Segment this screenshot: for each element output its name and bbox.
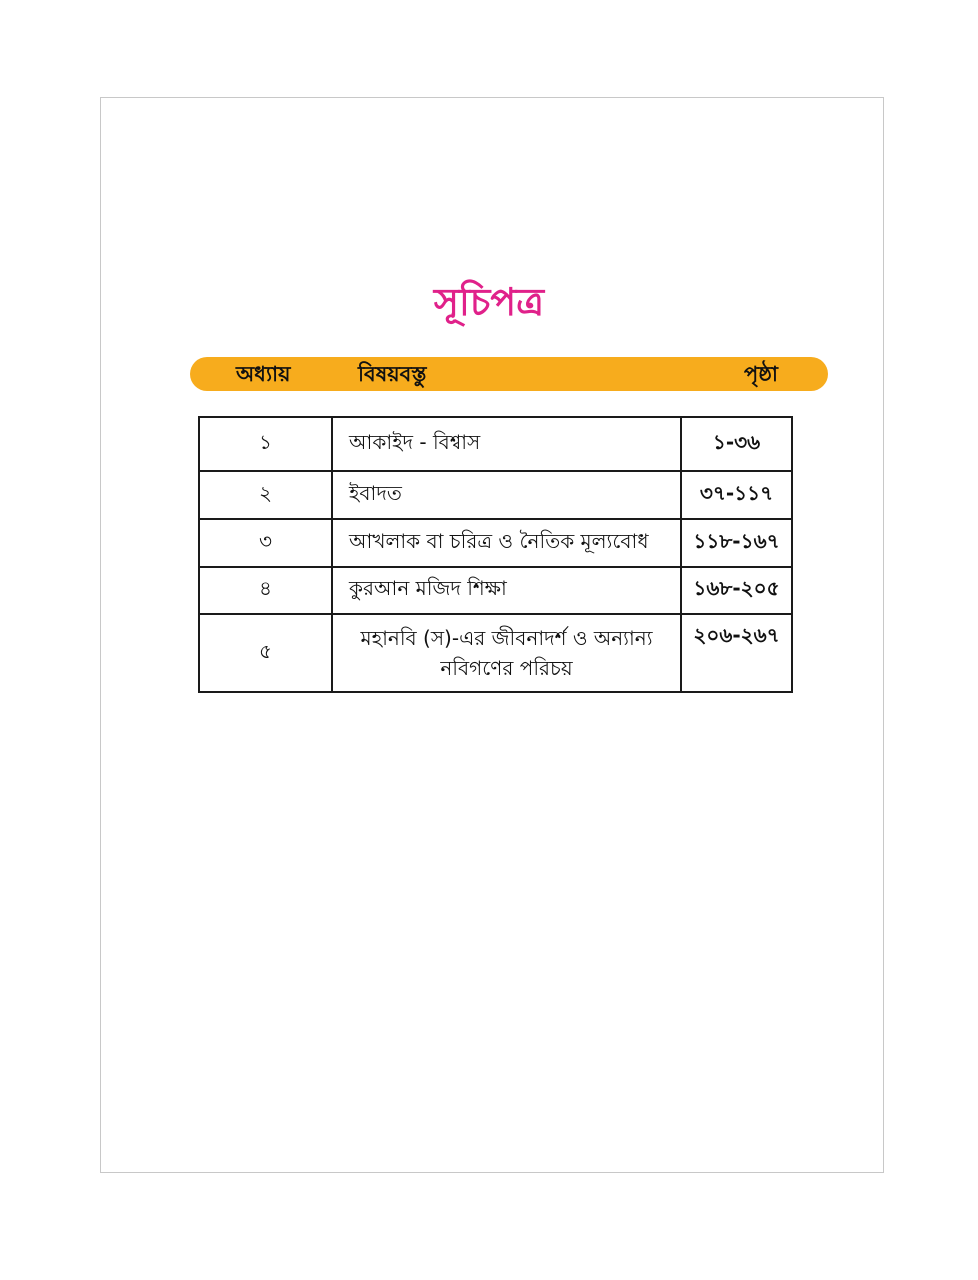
page-range: ২০৬-২৬৭ — [681, 614, 792, 692]
chapter-subject: আখলাক বা চরিত্র ও নৈতিক মূল্যবোধ — [332, 519, 681, 567]
chapter-number: ৪ — [199, 567, 332, 614]
table-header-band — [190, 357, 828, 391]
header-page: পৃষ্ঠা — [743, 362, 778, 386]
chapter-subject: আকাইদ - বিশ্বাস — [332, 417, 681, 471]
chapter-number: ১ — [199, 417, 332, 471]
page-range: ১৬৮-২০৫ — [681, 567, 792, 614]
table-row — [199, 567, 792, 614]
table-row — [199, 417, 792, 471]
page-range: ১-৩৬ — [681, 417, 792, 471]
table-row — [199, 471, 792, 519]
chapter-number: ২ — [199, 471, 332, 519]
header-chapter: অধ্যায় — [236, 362, 291, 386]
chapter-subject: কুরআন মজিদ শিক্ষা — [332, 567, 681, 614]
table-row — [199, 614, 792, 692]
chapter-subject: ইবাদত — [332, 471, 681, 519]
header-subject: বিষয়বস্তু — [358, 362, 427, 386]
contents-table — [198, 416, 793, 693]
page-range: ৩৭-১১৭ — [681, 471, 792, 519]
table-row — [199, 519, 792, 567]
chapter-number: ৫ — [199, 614, 332, 692]
page-title: সূচিপত্র — [433, 280, 545, 324]
chapter-number: ৩ — [199, 519, 332, 567]
chapter-subject: মহানবি (স)-এর জীবনাদর্শ ও অন্যান্য নবিগণের পরিচয় — [332, 614, 681, 692]
page-range: ১১৮-১৬৭ — [681, 519, 792, 567]
